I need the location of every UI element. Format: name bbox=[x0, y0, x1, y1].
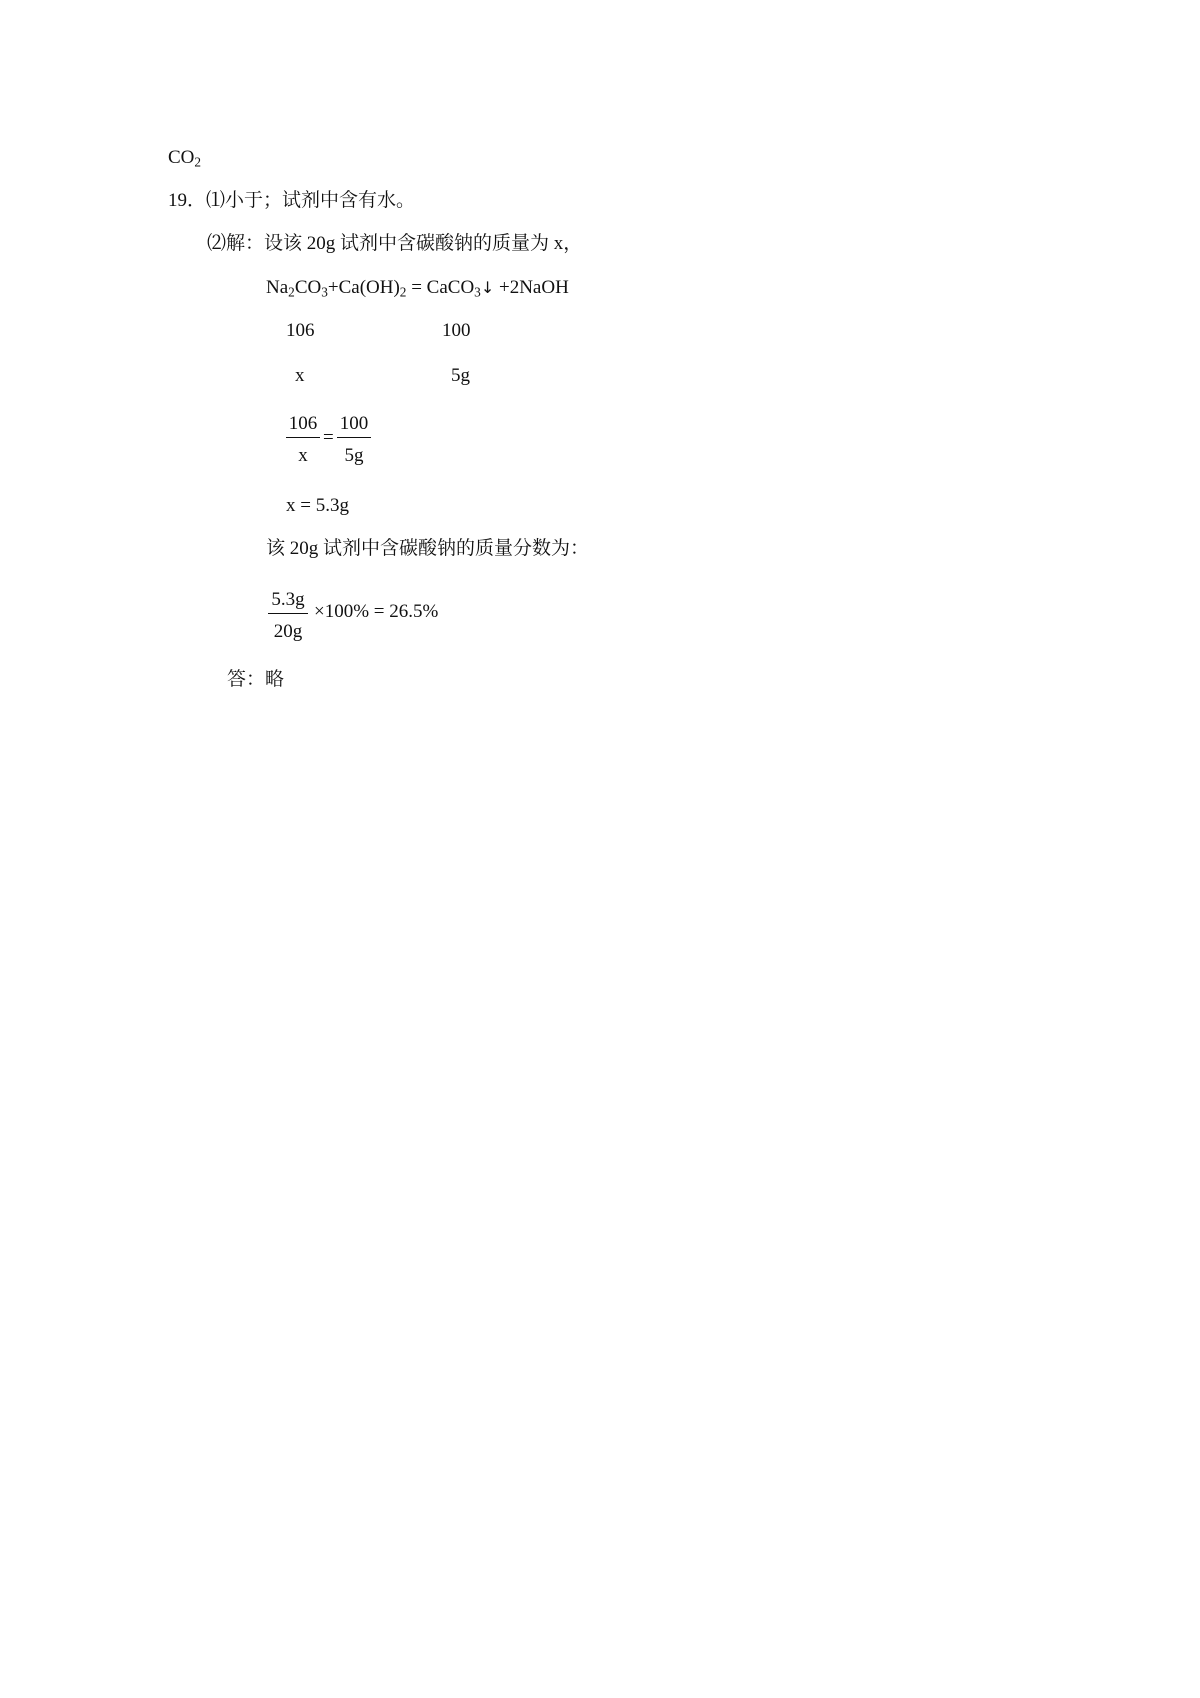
result-x: x = 5.3g bbox=[286, 495, 349, 516]
part-1-answer: ⑴小于；试剂中含有水。 bbox=[206, 190, 416, 211]
percent-fraction: $\frac{5.3g}{20g}$ bbox=[268, 590, 308, 641]
question-19 bbox=[168, 191, 415, 210]
co2-line: $CO_2$ bbox=[168, 147, 202, 170]
chemical-equation: $Na_2CO_3+Ca(OH)_2$ = CaCO$_3$↓ +2NaOH bbox=[266, 277, 569, 300]
question-number: 19． bbox=[168, 190, 207, 211]
molar-mass-na2co3: 106 bbox=[286, 320, 315, 341]
unknown-x-label: x bbox=[295, 365, 305, 386]
molar-mass-caco3: 100 bbox=[442, 320, 471, 341]
proportion-right-fraction: $\frac{100}{5g}$ bbox=[337, 414, 371, 465]
final-answer: 答：略 bbox=[227, 669, 285, 690]
mass-fraction-intro: 该 20g 试剂中含碳酸钠的质量分数为： bbox=[266, 538, 590, 559]
percent-result: ×100% = 26.5% bbox=[314, 601, 439, 622]
proportion-equals: = bbox=[323, 427, 334, 448]
part-2-intro: ⑵解：设该 20g 试剂中含碳酸钠的质量为 x， bbox=[207, 233, 583, 254]
caco3-mass-label: 5g bbox=[451, 365, 470, 386]
precipitate-arrow: ↓ bbox=[480, 278, 495, 297]
proportion-left-fraction: $\frac{106}{x}$ bbox=[286, 414, 320, 465]
